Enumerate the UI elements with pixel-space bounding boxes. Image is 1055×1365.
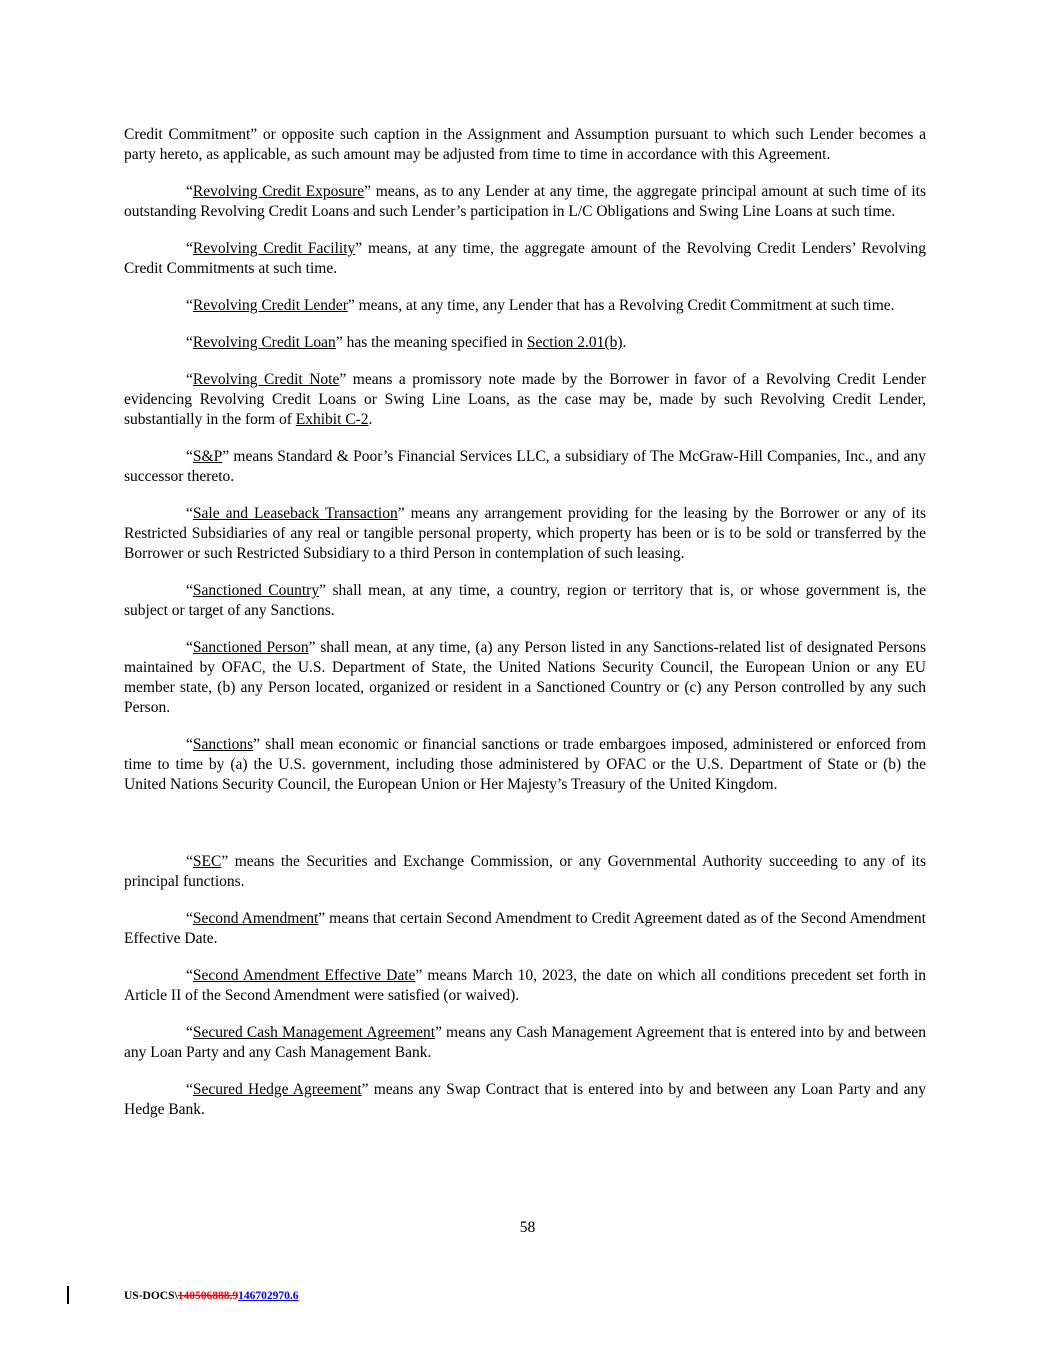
defined-term: Sanctions <box>192 736 254 753</box>
definition-text: ” shall mean, at any time, (a) any Person listed in any Sanctions-related list of designated Persons maintained by OFAC, the U.S. Department of State, the United Nations Security Council, the European Union or any EU member state, (b) any Person located, organized or resident in a Sanctioned Country or (c) any Person controlled by any such Person. <box>124 639 926 716</box>
definition-paragraph: “Revolving Credit Facility” means, at any time, the aggregate amount of the Revolving Credit Lenders’ Revolving Credit Commitments at such time. <box>124 240 926 277</box>
defined-term: Sanctioned Person <box>192 639 309 656</box>
defined-term: Second Amendment <box>192 910 319 927</box>
definition-text: ” means March 10, 2023, the date on which all conditions precedent set forth in Article II of the Second Amendment were satisfied (or waived). <box>124 967 927 1004</box>
definition-text-end: . <box>368 411 373 428</box>
definition-paragraph: “Secured Cash Management Agreement” means any Cash Management Agreement that is entered into by and between any Loan Party and any Cash Management Bank. <box>124 1024 926 1061</box>
definition-text: Credit Commitment” or opposite such caption in the Assignment and Assumption pursuant to which such Lender becomes a party hereto, as applicable, as such amount may be adjusted from time to time in accordance with this Agreement. <box>124 126 926 163</box>
definition-paragraph: “Sanctions” shall mean economic or financial sanctions or trade embargoes imposed, administered or enforced from time to time by (a) the U.S. government, including those administered by OFAC or the U.S. Department of State or (b) the United Nations Security Council, the European Union or Her Majesty’s Treasury of the United Kingdom. <box>124 736 926 793</box>
defined-term: Secured Cash Management Agreement <box>192 1024 436 1041</box>
definition-paragraph <box>124 125 926 165</box>
defined-term: Second Amendment Effective Date <box>192 967 416 984</box>
definition-paragraph: “Revolving Credit Note” means a promissory note made by the Borrower in favor of a Revolving Credit Lender evidencing Revolving Credit Loans or Swing Line Loans, as the case may be, made by such Revolving Credit Lender, substantially in the form of Exhibit C-2. <box>124 371 926 428</box>
defined-term: Revolving Credit Lender <box>192 297 348 314</box>
definition-text: ” means, at any time, any Lender that has a Revolving Credit Commitment at such time. <box>347 297 895 314</box>
defined-term: Revolving Credit Exposure <box>192 183 365 200</box>
definition-text-end: . <box>622 334 627 351</box>
definition-text: ” means, at any time, the aggregate amount of the Revolving Credit Lenders’ Revolving Credit Commitments at such time. <box>124 240 926 277</box>
definition-text: ” means any Cash Management Agreement that is entered into by and between any Loan Party and any Cash Management Bank. <box>124 1024 926 1061</box>
definition-paragraph: “SEC” means the Securities and Exchange Commission, or any Governmental Authority succeeding to any of its principal functions. <box>124 853 926 890</box>
definition-paragraph: “Sale and Leaseback Transaction” means any arrangement providing for the leasing by the Borrower or any of its Restricted Subsidiaries of any real or tangible personal property, which property has been or is to be sold or transferred by the Borrower or such Restricted Subsidiary to a third Person in contemplation of such leasing. <box>124 505 926 562</box>
defined-term: Secured Hedge Agreement <box>192 1081 362 1098</box>
definition-text: ” means that certain Second Amendment to Credit Agreement dated as of the Second Amendment Effective Date. <box>124 910 926 947</box>
definition-text: ” means any arrangement providing for the leasing by the Borrower or any of its Restricted Subsidiaries of any real or tangible personal property, which property has been or is to be sold or transferred by the Borrower or such Restricted Subsidiary to a third Person in contemplation of such leasing. <box>124 505 926 562</box>
definition-text: ” shall mean economic or financial sanctions or trade embargoes imposed, administered or enforced from time to time by (a) the U.S. government, including those administered by OFAC or the U.S. Department of State or (b) the United Nations Security Council, the European Union or Her Majesty’s Treasury of the United Kingdom. <box>124 736 926 793</box>
defined-term: Revolving Credit Facility <box>192 240 356 257</box>
defined-term: Sale and Leaseback Transaction <box>192 505 398 522</box>
definition-text: ” shall mean, at any time, a country, region or territory that is, or whose government is, the subject or target of any Sanctions. <box>124 582 926 619</box>
definition-paragraph: “Revolving Credit Lender” means, at any time, any Lender that has a Revolving Credit Commitment at such time. <box>186 297 895 314</box>
footer-deleted-doc-id: 140506888.9 <box>177 1290 239 1302</box>
defined-term: S&P <box>192 448 223 465</box>
definition-text: ” means Standard & Poor’s Financial Services LLC, a subsidiary of The McGraw-Hill Companies, Inc., and any successor thereto. <box>124 448 926 485</box>
footer-doc-prefix: US-DOCS\ <box>124 1290 178 1302</box>
definition-text: ” means, as to any Lender at any time, the aggregate principal amount at such time of its outstanding Revolving Credit Loans and such Lender’s participation in L/C Obligations and Swing Line Loans at such time. <box>124 183 926 220</box>
revision-change-bar <box>67 1286 69 1304</box>
definition-paragraph: “Second Amendment” means that certain Second Amendment to Credit Agreement dated as of the Second Amendment Effective Date. <box>124 910 926 947</box>
definition-text: ” has the meaning specified in <box>335 334 527 351</box>
definition-text: ” means a promissory note made by the Borrower in favor of a Revolving Credit Lender evidencing Revolving Credit Loans or Swing Line Loans, as the case may be, made by such Revolving Credit Lender, substantially in the form of <box>124 371 926 428</box>
section-reference-link[interactable]: Section 2.01(b) <box>526 334 623 351</box>
defined-term: SEC <box>192 853 222 870</box>
definition-paragraph: “Sanctioned Country” shall mean, at any time, a country, region or territory that is, or whose government is, the subject or target of any Sanctions. <box>124 582 926 619</box>
definition-paragraph: “S&P” means Standard & Poor’s Financial Services LLC, a subsidiary of The McGraw-Hill Companies, Inc., and any successor thereto. <box>124 448 926 485</box>
definition-paragraph: “Revolving Credit Exposure” means, as to any Lender at any time, the aggregate principal amount at such time of its outstanding Revolving Credit Loans and such Lender’s participation in L/C Obligations and Swing Line Loans at such time. <box>124 183 926 220</box>
document-body <box>124 125 926 1137</box>
exhibit-reference-link[interactable]: Exhibit C-2 <box>295 411 369 428</box>
defined-term: Revolving Credit Note <box>192 371 340 388</box>
footer-inserted-doc-id: 146702970.6 <box>238 1290 299 1302</box>
definition-paragraph: “Revolving Credit Loan” has the meaning specified in Section 2.01(b). <box>186 334 627 351</box>
definition-paragraph: “Secured Hedge Agreement” means any Swap Contract that is entered into by and between any Loan Party and any Hedge Bank. <box>124 1081 926 1118</box>
page-number: 58 <box>519 1219 536 1236</box>
defined-term: Revolving Credit Loan <box>192 334 336 351</box>
definition-text: ” means any Swap Contract that is entered into by and between any Loan Party and any Hedge Bank. <box>124 1081 926 1118</box>
document-footer <box>124 1288 298 1304</box>
defined-term: Sanctioned Country <box>192 582 320 599</box>
definition-text: ” means the Securities and Exchange Commission, or any Governmental Authority succeeding to any of its principal functions. <box>124 853 926 890</box>
definition-paragraph: “Sanctioned Person” shall mean, at any time, (a) any Person listed in any Sanctions-related list of designated Persons maintained by OFAC, the U.S. Department of State, the United Nations Security Council, the European Union or any EU member state, (b) any Person located, organized or resident in a Sanctioned Country or (c) any Person controlled by any such Person. <box>124 639 926 716</box>
definition-paragraph: “Second Amendment Effective Date” means March 10, 2023, the date on which all conditions precedent set forth in Article II of the Second Amendment were satisfied (or waived). <box>124 967 927 1004</box>
